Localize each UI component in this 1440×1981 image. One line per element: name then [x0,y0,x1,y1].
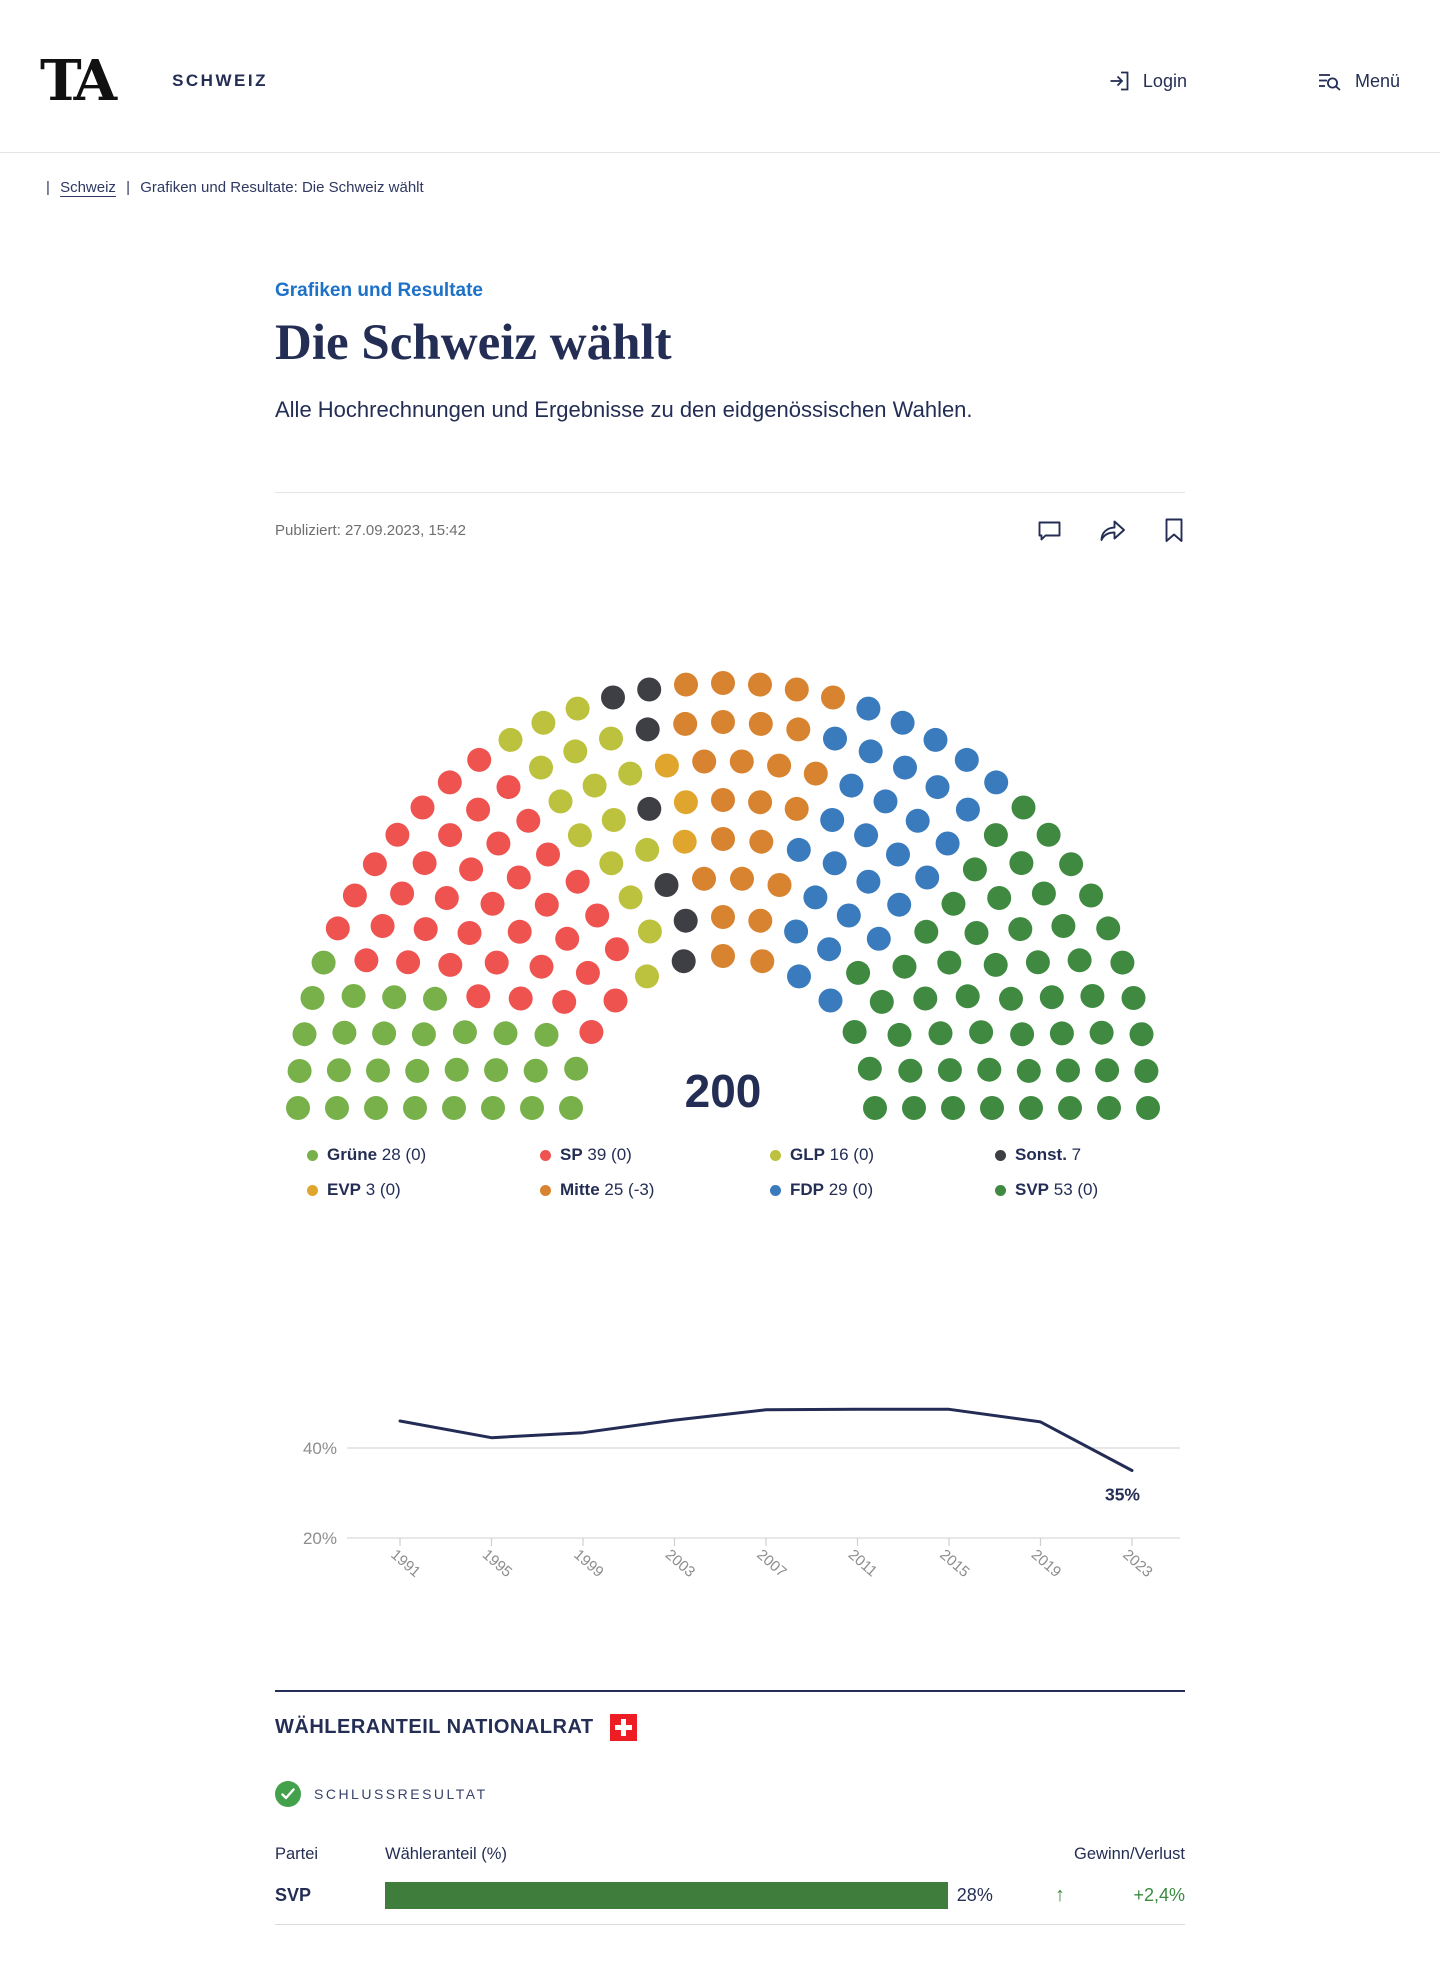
line-end-value-label: 35% [1104,1484,1140,1505]
status-row [275,1781,1185,1807]
article-lead: Alle Hochrechnungen und Ergebnisse zu den eidgenössischen Wahlen. [275,397,973,422]
x-axis-label: 1999 [570,1546,607,1581]
parliament-seats [286,671,1160,1120]
legend-item-sonst [995,1145,1185,1165]
login-button[interactable] [1109,70,1187,92]
x-axis-label: 1991 [387,1546,424,1581]
comment-icon[interactable] [1036,517,1063,544]
breadcrumb-separator: | [126,179,131,196]
x-axis-label: 2007 [753,1546,790,1581]
publish-row [275,513,1185,547]
total-seats-label: 200 [684,1065,762,1117]
section-rule [275,1690,1185,1692]
trend-up-arrow-icon: ↑ [1055,1884,1065,1906]
legend-party-value: 7 [1066,1145,1082,1164]
login-label: Login [1142,70,1187,91]
article-divider [275,492,1185,493]
legend-dot [770,1185,781,1196]
legend-item-svp [995,1180,1185,1200]
legend-party-name: Sonst. [1015,1145,1067,1164]
x-axis-label: 2015 [936,1546,973,1581]
swiss-flag-icon [610,1714,637,1741]
article-content [275,280,1185,1925]
legend-party-value: 28 (0) [377,1145,427,1164]
legend-item-glp [770,1145,995,1165]
article-action-icons [1036,517,1185,544]
vote-share-bar [385,1882,948,1909]
breadcrumb-current: Grafiken und Resultate: Die Schweiz wählt [140,179,424,196]
legend-party-value: 25 (-3) [599,1180,655,1199]
legend-party-value: 29 (0) [824,1180,874,1199]
results-table-rows [275,1882,1185,1909]
seats-evp [655,754,698,854]
parliament-chart [275,663,1185,1133]
legend-dot [540,1185,551,1196]
section-label: SCHWEIZ [172,71,268,90]
legend-dot [995,1150,1006,1161]
legend-item-evp [307,1180,540,1200]
legend-party-name: SVP [1015,1180,1050,1199]
x-axis-label: 2011 [844,1546,881,1581]
check-circle-icon [275,1781,301,1807]
y-axis-label: 20% [302,1529,337,1548]
y-axis-label: 40% [302,1439,337,1458]
login-icon [1109,70,1131,92]
legend-dot [995,1185,1006,1196]
x-axis-label: 1995 [478,1546,516,1581]
row-change-label: +2,4% [1133,1885,1185,1905]
col-header-share: Wähleranteil (%) [385,1845,507,1863]
legend-party-value: 53 (0) [1049,1180,1099,1199]
legend-item-grüne [307,1145,540,1165]
bookmark-icon[interactable] [1163,517,1185,544]
legend-dot [770,1150,781,1161]
breadcrumb-separator: | [46,179,50,196]
results-section-header [275,1714,1185,1741]
legend-party-name: FDP [790,1180,824,1199]
legend-party-name: EVP [327,1180,362,1199]
breadcrumb [40,179,1400,196]
share-icon[interactable] [1099,517,1127,544]
parliament-legend [275,1145,1185,1200]
publish-date: Publiziert: 27.09.2023, 15:42 [275,521,466,539]
row-party-name: SVP [275,1885,312,1905]
x-axis-label: 2023 [1119,1546,1156,1581]
ta-logo[interactable]: TA [40,48,113,114]
legend-party-value: 39 (0) [582,1145,632,1164]
legend-item-mitte [540,1180,770,1200]
page-title: Die Schweiz wählt [275,315,672,371]
legend-item-sp [540,1145,770,1165]
legend-dot [307,1185,318,1196]
results-section-title: WÄHLERANTEIL NATIONALRAT [275,1716,594,1738]
table-row-divider [275,1924,1185,1925]
vote-share-line [400,1409,1132,1470]
seats-glp [499,697,662,989]
legend-party-name: GLP [790,1145,825,1164]
legend-party-value: 3 (0) [361,1180,401,1199]
row-share-label: 28% [956,1885,993,1905]
seats-mitte [673,671,845,973]
menu-label: Menü [1354,70,1400,91]
site-header [0,0,1440,153]
legend-dot [307,1150,318,1161]
table-row-svp [275,1882,1185,1909]
results-table-header [275,1845,1185,1864]
col-header-change: Gewinn/Verlust [1074,1845,1185,1863]
menu-search-icon [1317,70,1343,92]
col-header-party: Partei [275,1845,319,1863]
legend-dot [540,1150,551,1161]
vote-share-line-chart [275,1388,1185,1648]
legend-party-value: 16 (0) [824,1145,875,1164]
seats-svp [843,796,1160,1121]
breadcrumb-link-schweiz[interactable]: Schweiz [60,179,116,196]
menu-button[interactable] [1317,70,1400,92]
legend-party-name: Mitte [560,1180,600,1199]
legend-party-name: SP [560,1145,583,1164]
x-axis-label: 2019 [1027,1546,1065,1581]
legend-party-name: Grüne [327,1145,378,1164]
article-kicker-link[interactable]: Grafiken und Resultate [275,280,483,301]
seats-sp [326,748,629,1044]
header-actions [1109,70,1400,92]
status-label: SCHLUSSRESULTAT [314,1786,488,1802]
x-axis-label: 2003 [661,1546,699,1581]
legend-item-fdp [770,1180,995,1200]
